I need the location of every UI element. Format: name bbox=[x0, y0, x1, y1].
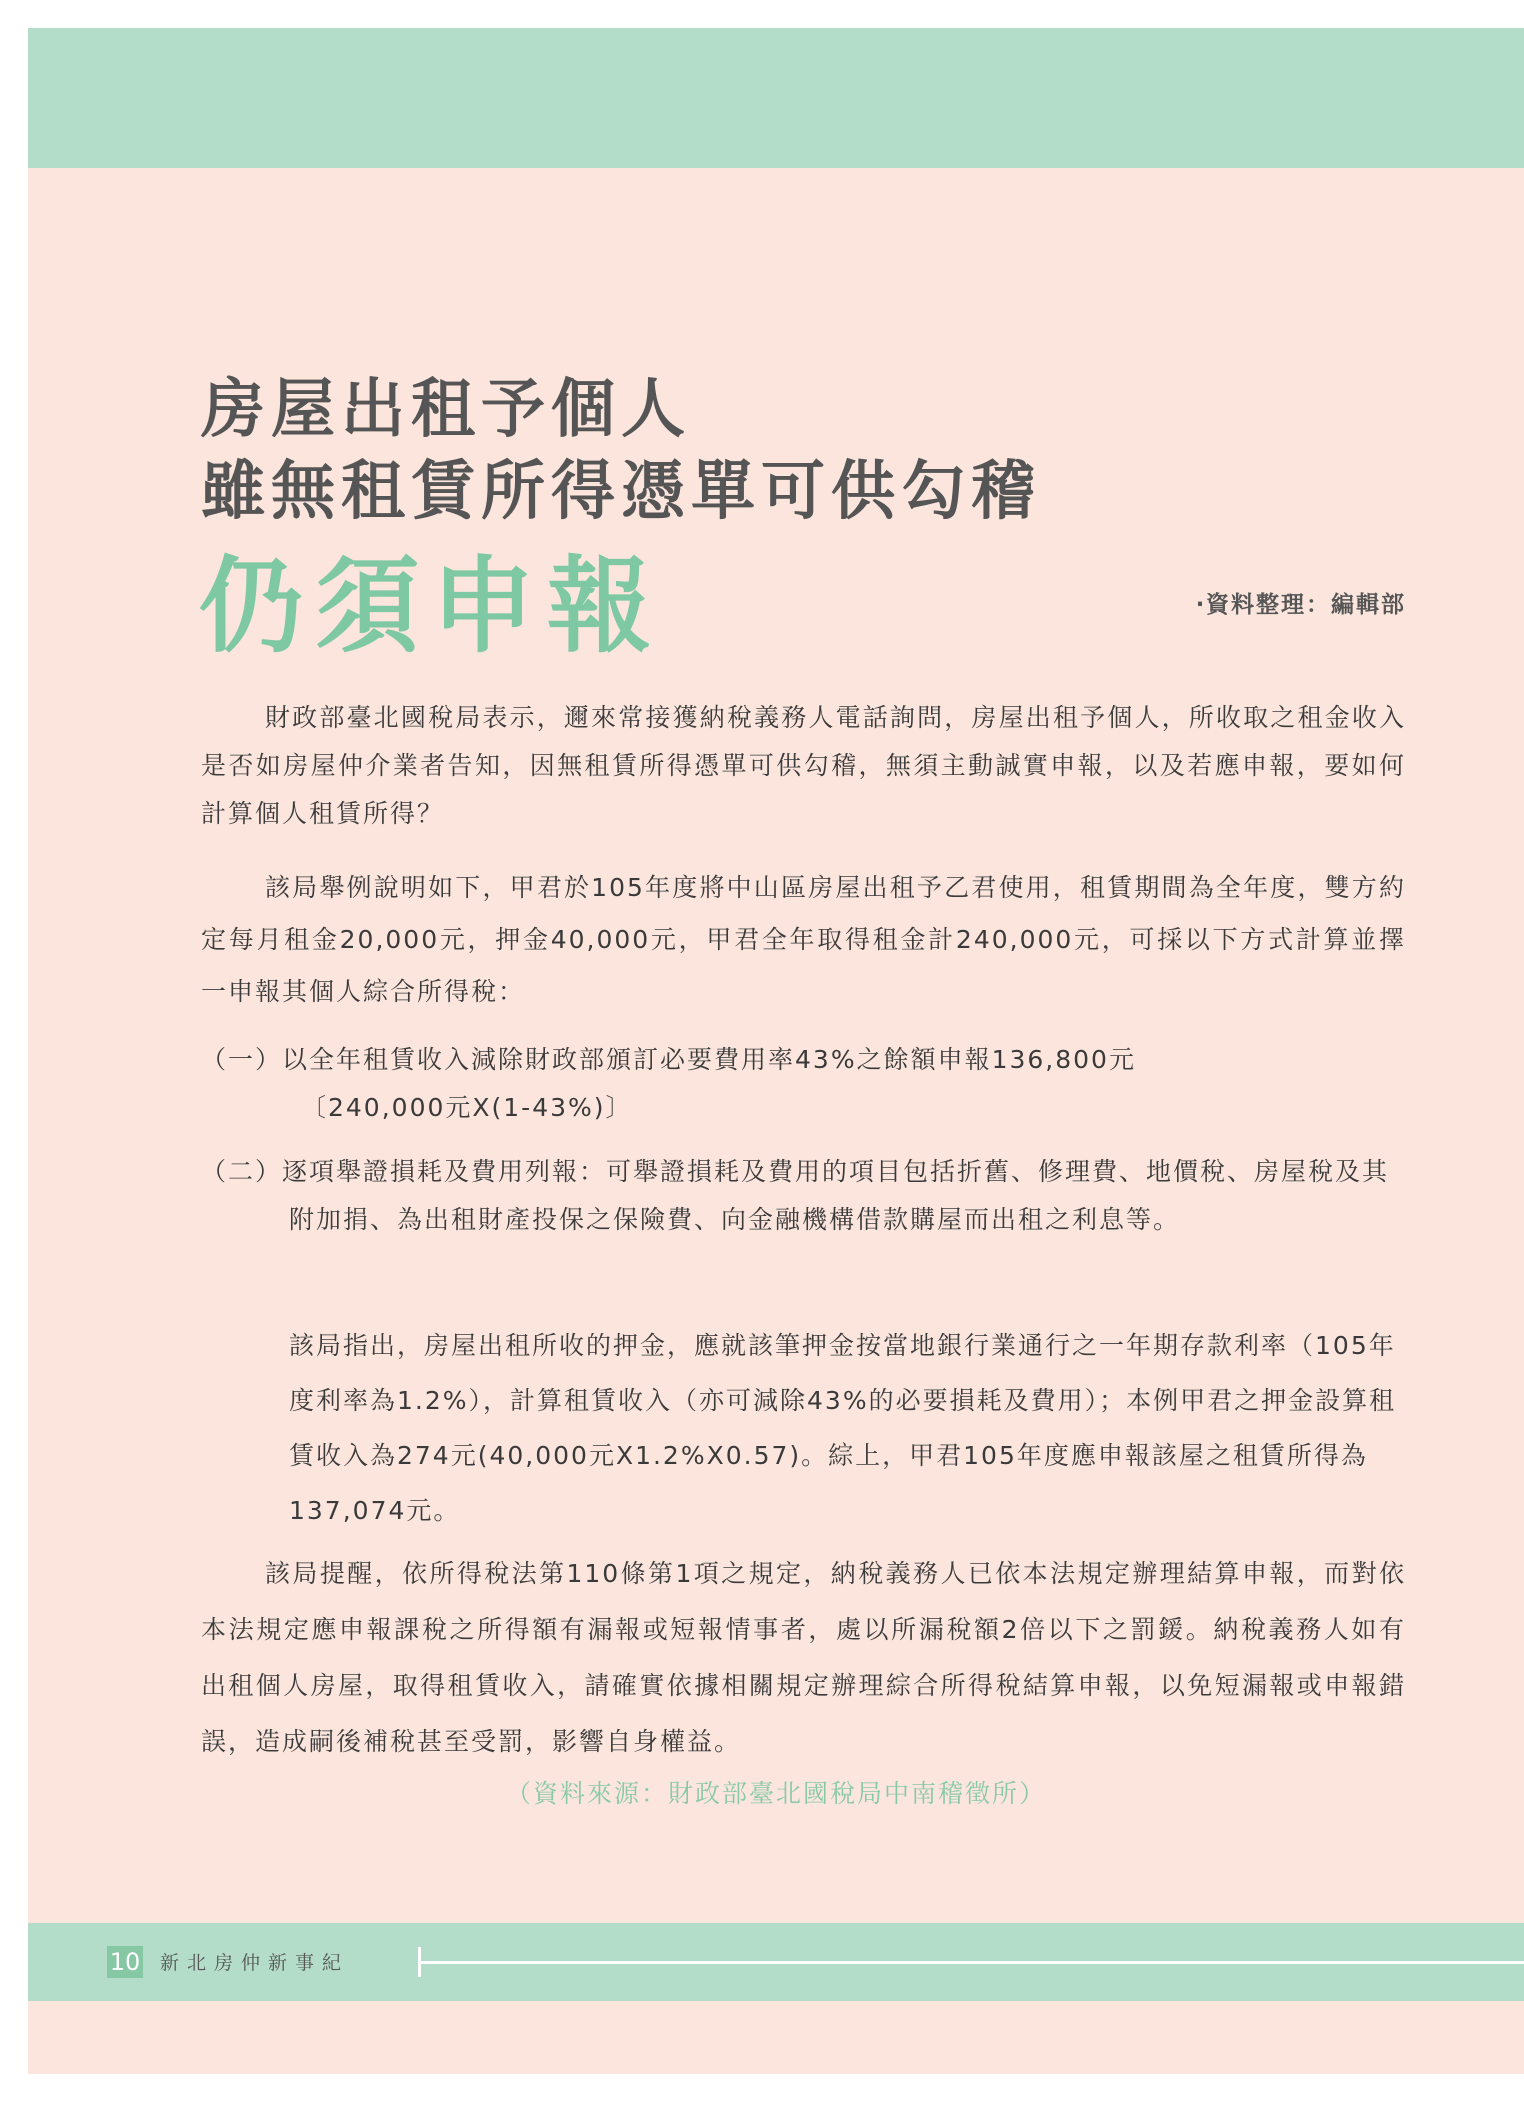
list-item-one bbox=[201, 1036, 1406, 1122]
footer-band bbox=[28, 1923, 1524, 2001]
list-item-one-text: （一）以全年租賃收入減除財政部頒訂必要費用率43%之餘額申報136,800元 bbox=[201, 1045, 1136, 1074]
source-note: （資料來源：財政部臺北國稅局中南稽徵所） bbox=[505, 1779, 1046, 1808]
page-number: 10 bbox=[107, 1946, 143, 1978]
paragraph-deposit: 該局指出，房屋出租所收的押金，應就該筆押金按當地銀行業通行之一年期存款利率（105年度利率為1.2%），計算租賃收入（亦可減除43%的必要損耗及費用）；本例甲君之押金設算租賃收入為274元(40,000元X1.2%X0.57)。綜上，甲君105年度應申報該屋之租賃所得為137,074元。 bbox=[289, 1331, 1397, 1525]
list-item-two: （二）逐項舉證損耗及費用列報：可舉證損耗及費用的項目包括折舊、修理費、地價稅、房屋稅及其附加捐、為出租財產投保之保險費、向金融機構借款購屋而出租之利息等。 bbox=[201, 1157, 1390, 1234]
list-item-one-formula: 〔240,000元X(1-43%)〕 bbox=[301, 1093, 633, 1122]
article-title-line1: 房屋出租予個人 bbox=[201, 373, 691, 447]
paragraph-example: 該局舉例說明如下，甲君於105年度將中山區房屋出租予乙君使用，租賃期間為全年度，雙方約定每月租金20,000元，押金40,000元，甲君全年取得租金計240,000元，可採以下方式計算並擇一申報其個人綜合所得稅： bbox=[201, 873, 1406, 1006]
top-band bbox=[28, 28, 1524, 168]
article-title-line2: 雖無租賃所得憑單可供勾稽 bbox=[201, 455, 1041, 529]
paragraph-reminder: 該局提醒，依所得稅法第110條第1項之規定，納稅義務人已依本法規定辦理結算申報，而對依本法規定應申報課稅之所得額有漏報或短報情事者，處以所漏稅額2倍以下之罰鍰。納稅義務人如有出租個人房屋，取得租賃收入，請確實依據相關規定辦理綜合所得稅結算申報，以免短漏報或申報錯誤，造成嗣後補稅甚至受罰，影響自身權益。 bbox=[201, 1559, 1406, 1756]
byline: ‧資料整理：編輯部 bbox=[1195, 592, 1406, 618]
page bbox=[28, 28, 1524, 2074]
paragraph-intro: 財政部臺北國稅局表示，邇來常接獲納稅義務人電話詢問，房屋出租予個人，所收取之租金收入是否如房屋仲介業者告知，因無租賃所得憑單可供勾稽，無須主動誠實申報，以及若應申報，要如何計算個人租賃所得？ bbox=[201, 703, 1406, 828]
footer-rule bbox=[421, 1961, 1524, 1964]
magazine-name: 新北房仲新事紀 bbox=[160, 1952, 350, 1974]
article-headline: 仍須申報 bbox=[199, 545, 664, 667]
